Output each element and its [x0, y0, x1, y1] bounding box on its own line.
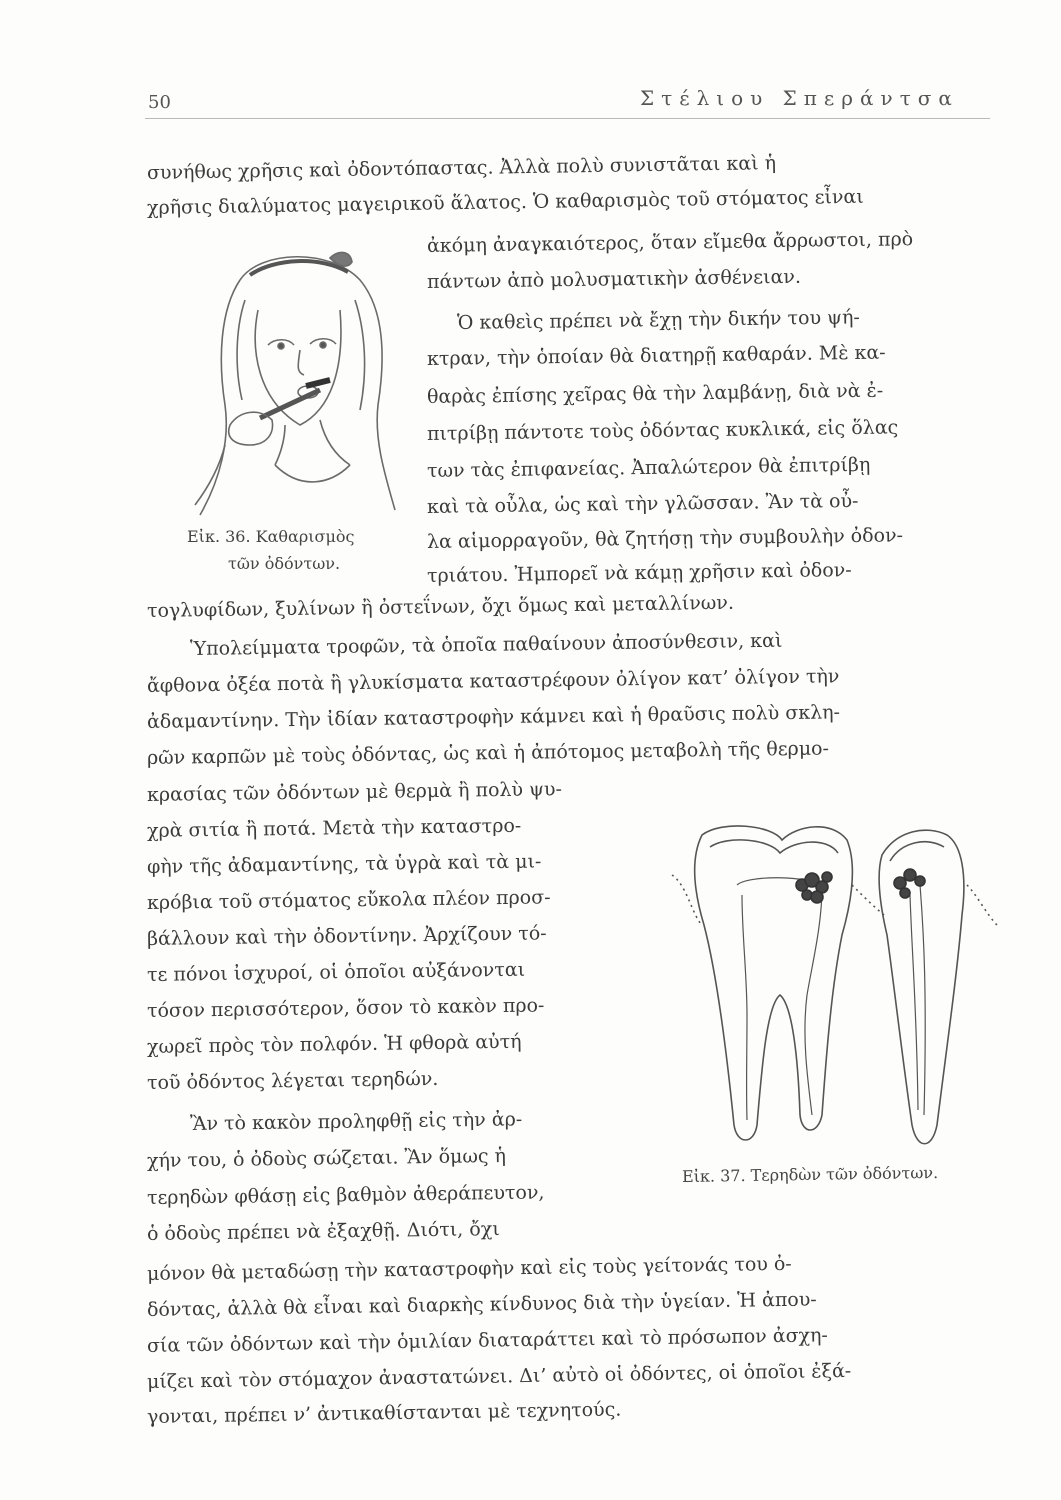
figure-37-illustration: [662, 815, 1012, 1165]
text-line: πάντων ἀπὸ μολυσματικὴν ἀσθένειαν.: [426, 265, 802, 293]
text-line: συνήθως χρῆσις καὶ ὀδοντόπαστας. Ἀλλὰ πολὺ συνιστᾶται καὶ ἡ: [146, 152, 777, 184]
text-line: ἀκόμη ἀναγκαιότερος, ὅταν εἴμεθα ἄρρωστοι, πρὸ: [426, 228, 914, 257]
text-line: κτραν, τὴν ὁποίαν θὰ διατηρῇ καθαράν. Μὲ κα-: [426, 341, 886, 370]
page-number: 50: [148, 92, 171, 113]
text-line: τριάτου. Ἠμπορεῖ νὰ κάμῃ χρῆσιν καὶ ὀδον-: [426, 559, 852, 587]
text-line: κρασίας τῶν ὀδόντων μὲ θερμὰ ἢ πολὺ ψυ-: [146, 778, 563, 806]
text-line: ρῶν καρπῶν μὲ τοὺς ὀδόντας, ὡς καὶ ἡ ἀπότομος μεταβολὴ τῆς θερμο-: [146, 737, 830, 769]
text-line: βάλλουν καὶ τὴν ὀδοντίνην. Ἀρχίζουν τό-: [146, 922, 547, 950]
text-line: Ὁ καθεὶς πρέπει νὰ ἔχῃ τὴν δικήν του ψή-: [456, 306, 860, 334]
text-line: σία τῶν ὀδόντων καὶ τὴν ὁμιλίαν διαταράττει καὶ τὸ πρόσωπον ἀσχη-: [146, 1324, 829, 1357]
text-line: χρῆσις διαλύματος μαγειρικοῦ ἅλατος. Ὁ καθαρισμὸς τοῦ στόματος εἶναι: [146, 185, 864, 219]
figure-36-illustration: [180, 240, 420, 525]
text-line: Ὑπολείμματα τροφῶν, τὰ ὁποῖα παθαίνουν ἀποσύνθεσιν, καὶ: [189, 629, 783, 660]
text-line: φὴν τῆς ἀδαμαντίνης, τὰ ὑγρὰ καὶ τὰ μι-: [146, 850, 542, 878]
text-line: λα αἱμορραγοῦν, θὰ ζητήσῃ τὴν συμβουλὴν ὀδον-: [426, 524, 904, 553]
text-line: θαρὰς ἐπίσης χεῖρας θὰ τὴν λαμβάνῃ, διὰ νὰ ἐ-: [426, 379, 884, 408]
text-line: τογλυφίδων, ξυλίνων ἢ ὀστεΐνων, ὄχι ὅμως καὶ μεταλλίνων.: [146, 591, 735, 622]
text-line: Ἂν τὸ κακὸν προληφθῇ εἰς τὴν ἀρ-: [189, 1108, 523, 1135]
running-head: Στέλιου Σπεράντσα: [640, 86, 959, 110]
text-line: δόντας, ἀλλὰ θὰ εἶναι καὶ διαρκὴς κίνδυνος διὰ τὴν ὑγείαν. Ἡ ἀπου-: [146, 1288, 817, 1321]
text-line: τόσον περισσότερον, ὅσον τὸ κακὸν προ-: [146, 994, 545, 1022]
text-line: των τὰς ἐπιφανείας. Ἀπαλώτερον θὰ ἐπιτρίβῃ: [426, 453, 871, 482]
text-line: πιτρίβῃ πάντοτε τοὺς ὀδόντας κυκλικά, εἰς ὅλας: [426, 416, 899, 445]
text-line: χρὰ σιτία ἢ ποτά. Μετὰ τὴν καταστρο-: [146, 814, 522, 842]
text-line: χωρεῖ πρὸς τὸν πολφόν. Ἡ φθορὰ αὐτή: [146, 1030, 522, 1058]
text-line: τερηδὼν φθάσῃ εἰς βαθμὸν ἀθεράπευτον,: [146, 1181, 545, 1209]
figure-37-caption: Εἰκ. 37. Τερηδὼν τῶν ὀδόντων.: [681, 1162, 939, 1187]
text-line: τε πόνοι ἰσχυροί, οἱ ὁποῖοι αὐξάνονται: [146, 958, 526, 986]
text-line: ἀδαμαντίνην. Τὴν ἰδίαν καταστροφὴν κάμνει καὶ ἡ θραῦσις πολὺ σκλη-: [146, 701, 841, 733]
figure-36-caption-line2: τῶν ὀδόντων.: [228, 554, 341, 573]
text-line: γονται, πρέπει ν’ ἀντικαθίστανται μὲ τεχνητούς.: [146, 1398, 622, 1428]
text-line: χήν του, ὁ ὀδοὺς σώζεται. Ἂν ὅμως ἡ: [146, 1144, 507, 1172]
header-rule: [145, 118, 990, 119]
text-line: καὶ τὰ οὖλα, ὡς καὶ τὴν γλῶσσαν. Ἂν τὰ οὖ-: [426, 489, 859, 518]
text-line: μόνον θὰ μεταδώσῃ τὴν καταστροφὴν καὶ εἰς τοὺς γείτονάς του ὀ-: [146, 1252, 792, 1285]
figure-36-caption-line1: Εἰκ. 36. Καθαρισμὸς: [187, 527, 355, 546]
text-line: τοῦ ὀδόντος λέγεται τερηδών.: [146, 1067, 439, 1094]
text-line: κρόβια τοῦ στόματος εὔκολα πλέον προσ-: [146, 886, 551, 914]
text-line: ὁ ὀδοὺς πρέπει νὰ ἐξαχθῇ. Διότι, ὄχι: [146, 1218, 500, 1245]
text-line: μίζει καὶ τὸν στόμαχον ἀναστατώνει. Δι’ αὐτὸ οἱ ὀδόντες, οἱ ὁποῖοι ἐξά-: [146, 1359, 852, 1393]
text-line: ἄφθονα ὀξέα ποτὰ ἢ γλυκίσματα καταστρέφουν ὀλίγον κατ’ ὀλίγον τὴν: [146, 665, 840, 697]
